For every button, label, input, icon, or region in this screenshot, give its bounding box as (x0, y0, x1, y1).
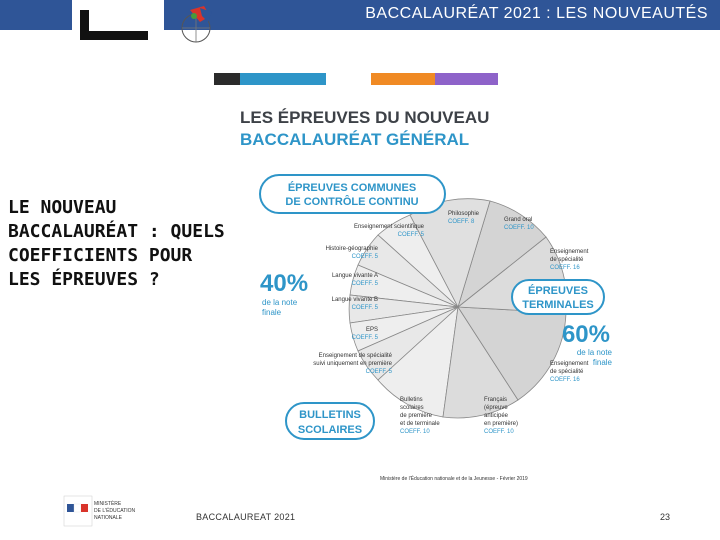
cc-label-2: DE CONTRÔLE CONTINU (285, 196, 419, 208)
item-eps-coeff: COEFF. 5 (351, 335, 378, 341)
term-label-1: ÉPREUVES (528, 285, 588, 297)
item-lva-coeff: COEFF. 5 (351, 281, 378, 287)
ministry-logo-line-2: DE L'ÉDUCATION (94, 508, 136, 514)
header-title: BACCALAURÉAT 2021 : LES NOUVEAUTÉS (365, 5, 708, 22)
item-bulletins-label-4: et de terminale (400, 421, 440, 427)
item-spec-premiere-label: Enseignement de spécialité (318, 353, 392, 359)
item-francais-coeff: COEFF. 10 (484, 429, 514, 435)
item-francais-label-2: (épreuve (484, 405, 508, 411)
page-number: 23 (660, 512, 671, 522)
item-spec2-coeff: COEFF. 16 (550, 377, 580, 383)
color-strip-dark (214, 73, 240, 85)
color-strip-purple (435, 73, 498, 85)
term-percent-sub-2: finale (592, 358, 612, 367)
item-ens-sci-label: Enseignement scientifique (353, 224, 424, 230)
item-francais-label-1: Français (484, 397, 508, 403)
item-eps-label: EPS (365, 327, 378, 333)
item-spec-premiere-label-2: suivi uniquement en première (313, 361, 392, 367)
term-percent: 60% (561, 321, 610, 348)
bulletins-label-1: BULLETINS (299, 409, 361, 421)
cc-percent-sub-2: finale (262, 308, 282, 317)
item-spec-premiere-coeff: COEFF. 5 (365, 369, 392, 375)
item-francais-label-3: anticipée (484, 413, 509, 419)
ministry-logo (64, 496, 160, 526)
item-hist-geo-coeff: COEFF. 5 (351, 254, 378, 260)
item-spec1-coeff: COEFF. 16 (550, 265, 580, 271)
item-spec1-label-2: de spécialité (550, 257, 584, 263)
ministry-logo-line-3: NATIONALE (94, 515, 122, 521)
cc-label-1: ÉPREUVES COMMUNES (287, 182, 417, 194)
slide-title: LE NOUVEAU BACCALAURÉAT : QUELS COEFFICIENTS POUR LES ÉPREUVES ? (8, 197, 225, 290)
ministry-logo-line-1: MINISTÈRE (94, 501, 122, 507)
bulletins-label-2: SCOLAIRES (297, 424, 363, 436)
item-philo-coeff: COEFF. 8 (448, 219, 475, 225)
item-spec1-label-1: Enseignement (550, 249, 589, 255)
item-philo-label: Philosophie (448, 211, 480, 217)
item-lvb-coeff: COEFF. 5 (351, 305, 378, 311)
item-grand-oral-coeff: COEFF. 10 (504, 225, 534, 231)
item-francais-label-4: en première) (484, 421, 519, 427)
color-strip-blue (240, 73, 326, 85)
item-bulletins-coeff: COEFF. 10 (400, 429, 430, 435)
item-bulletins-label-3: de première (400, 413, 433, 419)
item-lvb-label: Langue vivante B (331, 297, 378, 303)
infographic-title-1: LES ÉPREUVES DU NOUVEAU (240, 108, 490, 127)
logo-mark-horizontal (80, 31, 148, 40)
item-grand-oral-label: Grand oral (504, 217, 533, 223)
infographic (228, 95, 612, 490)
item-bulletins-label-2: scolaires (400, 405, 424, 411)
item-spec2-label-2: de spécialité (550, 369, 584, 375)
infographic-title-2: BACCALAURÉAT GÉNÉRAL (240, 130, 470, 149)
footer-text: BACCALAUREAT 2021 (196, 512, 296, 522)
emblem-icon (176, 2, 222, 44)
term-percent-sub-1: de la note (576, 348, 612, 357)
item-ens-sci-coeff: COEFF. 5 (397, 232, 424, 238)
item-spec2-label-1: Enseignement (550, 361, 589, 367)
item-bulletins-label-1: Bulletins (400, 397, 423, 403)
item-lva-label: Langue vivante A (331, 273, 378, 279)
cc-percent-sub-1: de la note (262, 298, 298, 307)
cc-percent: 40% (260, 270, 309, 297)
term-label-2: TERMINALES (522, 299, 594, 311)
item-hist-geo-label: Histoire-géographie (325, 246, 378, 252)
color-strip-orange (371, 73, 435, 85)
source-note: Ministère de l'Éducation nationale et de la Jeunesse - Février 2019 (380, 476, 528, 482)
